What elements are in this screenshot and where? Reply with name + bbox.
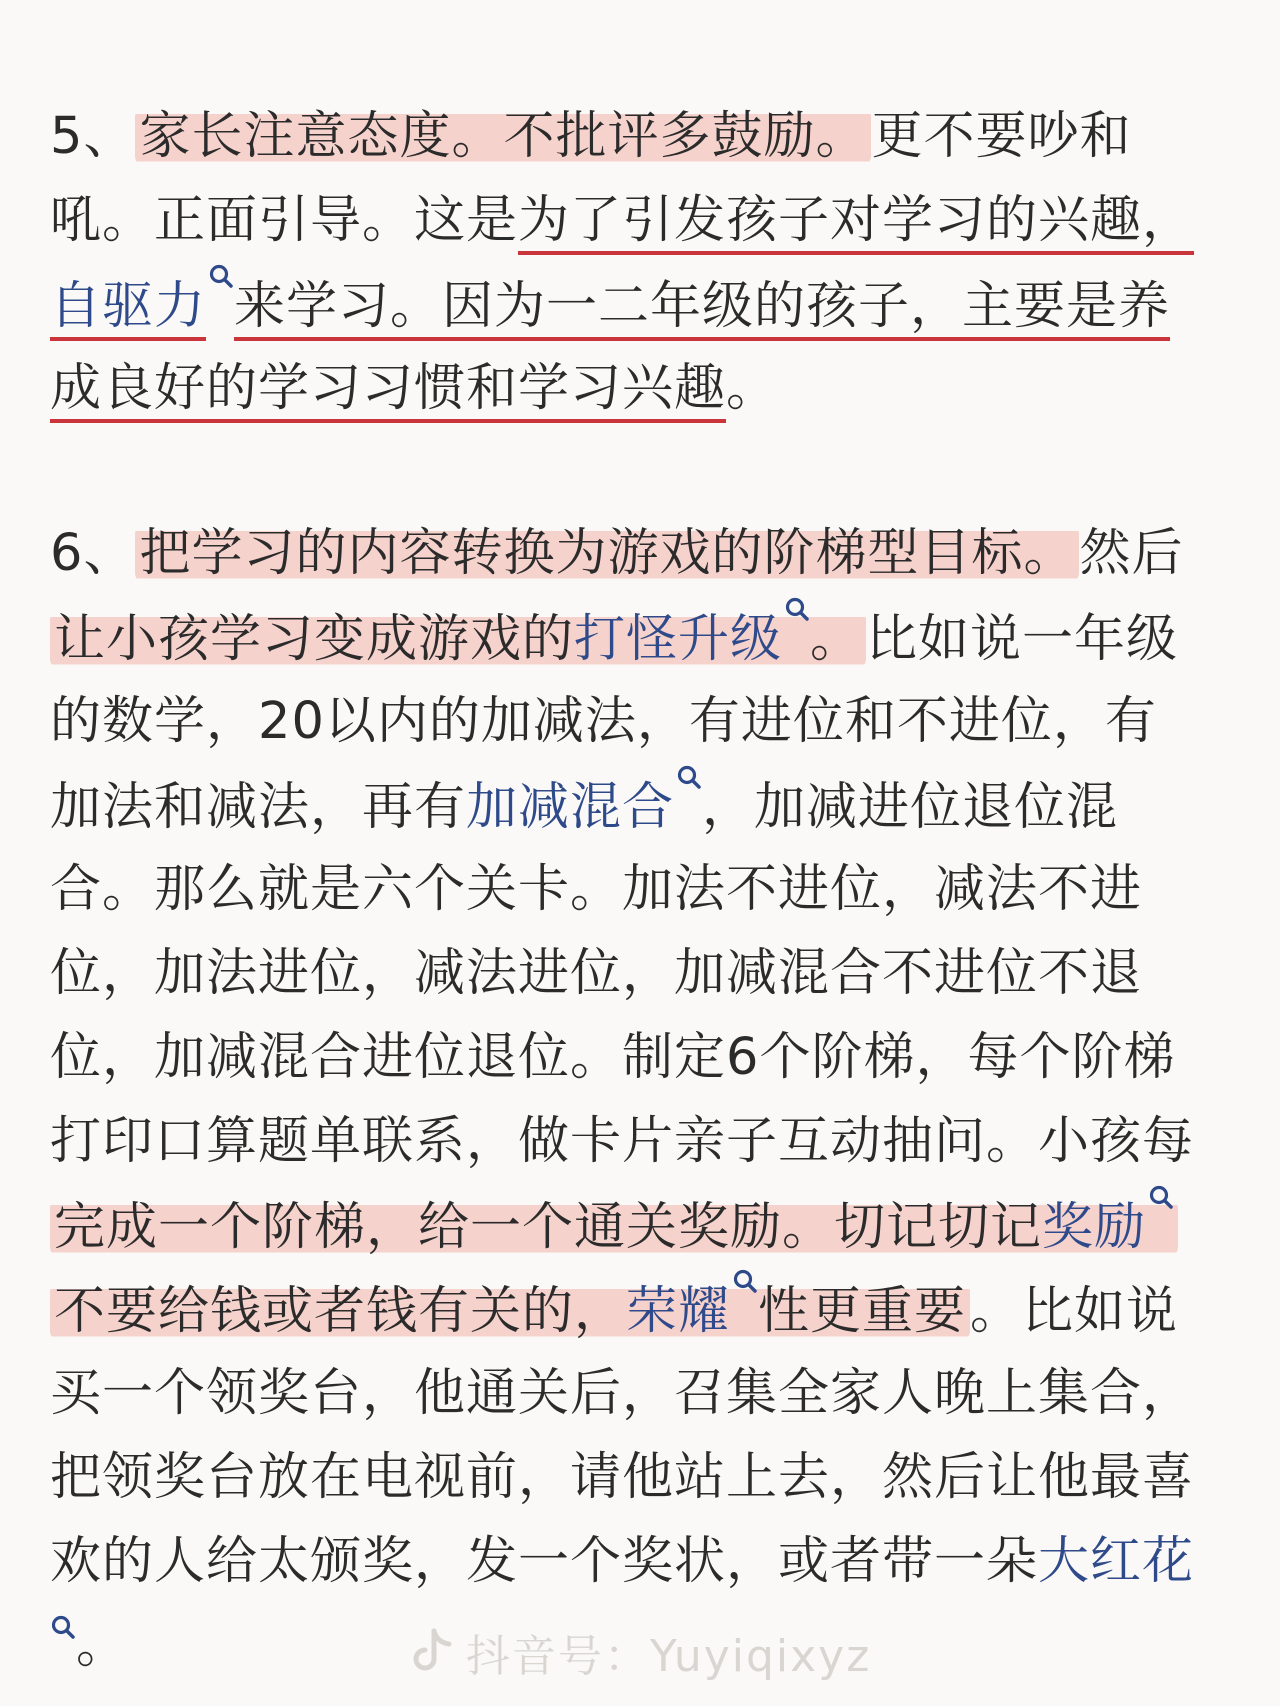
body-text: ，加减进位退位混 [702, 778, 1119, 837]
highlighted-block [50, 610, 866, 669]
search-icon[interactable] [676, 764, 702, 794]
body-text: 。比如说 [970, 1282, 1179, 1341]
body-text: 加法和减法，再有 [50, 778, 467, 837]
body-text: 吼。正面引导。这是 [50, 191, 519, 250]
watermark-text: 抖音号：Yuyiqixyz [466, 1631, 872, 1682]
body-text: 更不要吵和 [871, 107, 1132, 166]
text-line [50, 1268, 1240, 1352]
text-line [50, 1016, 1240, 1100]
text-line [50, 263, 1240, 347]
text-line [50, 932, 1240, 1016]
text-line [50, 596, 1240, 680]
highlighted-block [50, 1198, 1178, 1257]
highlighted-text: 性更重要 [758, 1282, 967, 1341]
highlighted-text: 让小孩学习变成游戏的 [54, 610, 575, 669]
body-text: 合。那么就是六个关卡。加法不进位，减法不进 [50, 860, 1143, 919]
text-line [50, 764, 1240, 848]
body-text: 位，加法进位，减法进位，加减混合不进位不退 [50, 944, 1143, 1003]
body-text: 的数学，20以内的加减法，有进位和不进位，有 [50, 692, 1157, 751]
highlighted-text: 。 [810, 610, 863, 669]
search-icon[interactable] [50, 1614, 76, 1644]
body-text: 买一个领奖台，他通关后，召集全家人晚上集合， [50, 1364, 1195, 1423]
search-link-da-hong-hua[interactable]: 大红花 [1038, 1532, 1195, 1591]
search-icon[interactable] [732, 1268, 758, 1298]
text-line [50, 179, 1240, 263]
highlighted-block [50, 1282, 970, 1341]
body-text: 比如说一年级 [866, 610, 1179, 669]
underlined-text: 成良好的学习习惯和学习兴趣 [50, 359, 727, 418]
highlighted-text: 完成一个阶梯，给一个通关奖励。切记切记 [54, 1198, 1043, 1257]
search-link-jiang-li[interactable]: 奖励 [1042, 1198, 1147, 1257]
body-text: 欢的人给太颁奖，发一个奖状，或者带一朵 [50, 1532, 1039, 1591]
underlined-text: 为了引发孩子对学习的兴趣， [518, 191, 1195, 250]
list-number: 5、 [50, 107, 136, 166]
search-icon[interactable] [784, 596, 810, 626]
text-line [50, 1436, 1240, 1520]
search-link-zi-qu-li[interactable]: 自驱力 [50, 277, 207, 336]
highlighted-text: 家长注意态度。不批评多鼓励。 [135, 107, 871, 166]
highlighted-text: 不要给钱或者钱有关的， [54, 1282, 627, 1341]
text-line [50, 347, 1240, 431]
text-line [50, 848, 1240, 932]
search-link-jia-jian-hun-he[interactable]: 加减混合 [466, 778, 675, 837]
body-text: 。 [76, 1616, 129, 1675]
search-icon[interactable] [1148, 1184, 1174, 1214]
text-line [50, 1352, 1240, 1436]
underlined-block [50, 277, 1170, 336]
watermark [410, 1620, 871, 1684]
body-text: 来学习。因为一二年级的孩子，主要是养 [234, 277, 1171, 336]
body-text: 然后 [1079, 524, 1184, 583]
search-icon[interactable] [208, 263, 234, 293]
body-text: 。 [726, 359, 779, 418]
text-line [50, 512, 1240, 596]
paragraph-5 [50, 95, 1240, 431]
list-number: 6、 [50, 524, 136, 583]
text-line [50, 1100, 1240, 1184]
paragraph-6 [50, 512, 1240, 1688]
highlighted-text: 把学习的内容转换为游戏的阶梯型目标。 [135, 524, 1079, 583]
text-line [50, 1520, 1240, 1604]
search-link-rong-yao[interactable]: 荣耀 [626, 1282, 731, 1341]
body-text: 位，加减混合进位退位。制定6个阶梯，每个阶梯 [50, 1028, 1176, 1087]
body-text: 打印口算题单联系，做卡片亲子互动抽问。小孩每 [50, 1112, 1195, 1171]
text-line [50, 680, 1240, 764]
text-line [50, 1184, 1240, 1268]
text-line [50, 95, 1240, 179]
douyin-logo-icon [410, 1627, 456, 1677]
search-link-da-guai-sheng-ji[interactable]: 打怪升级 [574, 610, 783, 669]
body-text: 把领奖台放在电视前，请他站上去，然后让他最喜 [50, 1448, 1195, 1507]
